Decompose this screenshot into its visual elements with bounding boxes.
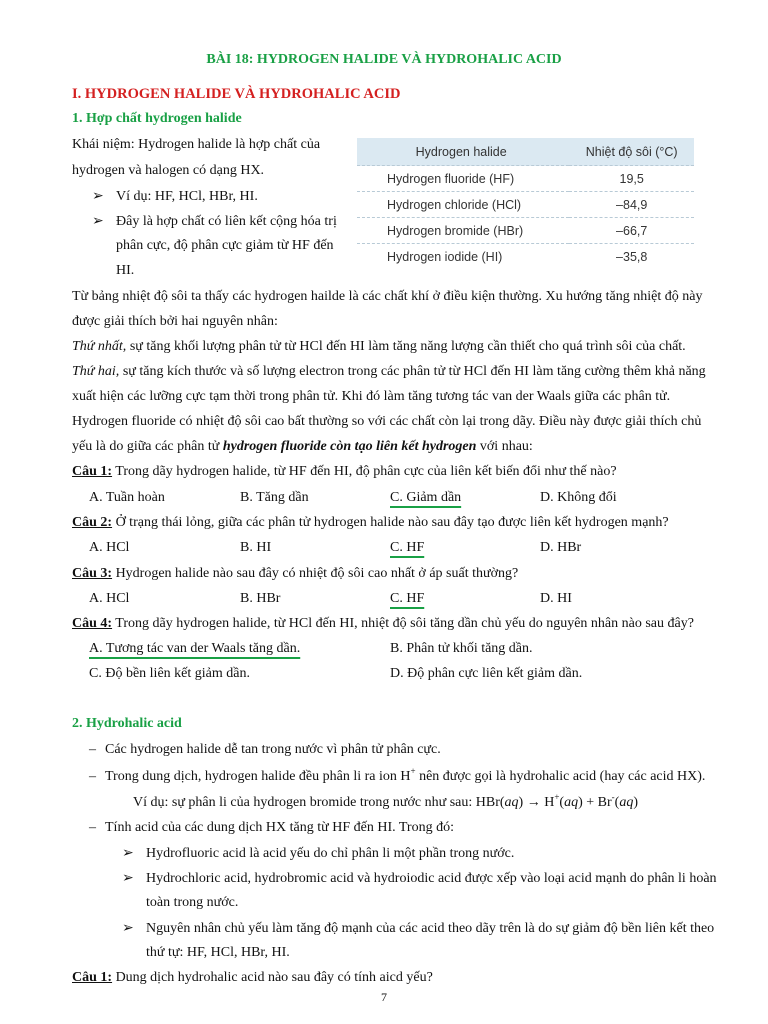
answer-option[interactable]: C. Độ bền liên kết giảm dần. (89, 666, 250, 681)
arrow-bullet-icon: ➢ (122, 871, 134, 886)
subsection-2-heading: 2. Hydrohalic acid (72, 716, 182, 731)
table-row (357, 192, 694, 218)
answer-option[interactable]: D. HBr (540, 540, 582, 555)
answer-option[interactable]: A. HCl (89, 591, 130, 606)
bullet-continuation: toàn trong nước. (146, 895, 239, 910)
answer-option[interactable]: B. Phân tử khối tăng dần. (390, 641, 533, 656)
table-header-row (357, 138, 694, 166)
page-number: 7 (381, 990, 387, 1004)
table-cell: –84,9 (569, 192, 694, 218)
answer-option-correct[interactable]: A. Tương tác van der Waals tăng dần. (89, 641, 301, 656)
paragraph-line: yếu là do giữa các phân tử hydrogen fluoride còn tạo liên kết hydrogen với nhau: (72, 439, 533, 454)
column-header: Hydrogen halide (357, 138, 569, 166)
dash-item: – Tính acid của các dung dịch HX tăng từ HF đến HI. Trong đó: (89, 820, 454, 835)
dash-item: – Trong dung dịch, hydrogen halide đều phân li ra ion H+ nên được gọi là hydrohalic acid (hay các acid HX). (89, 766, 706, 784)
table-cell: 19,5 (569, 166, 694, 192)
table-row (357, 218, 694, 244)
paragraph-line: Thứ hai, sự tăng kích thước và số lượng electron trong các phân tử từ HCl đến HI làm tăng cường thêm khả năng (72, 364, 706, 379)
answer-option-correct[interactable]: C. Giảm dần (390, 490, 462, 505)
table-row (357, 166, 694, 192)
answer-option[interactable]: B. Tăng dần (240, 490, 309, 505)
question-3: Câu 3: Hydrogen halide nào sau đây có nhiệt độ sôi cao nhất ở áp suất thường? (72, 566, 519, 581)
question-1: Câu 1: Trong dãy hydrogen halide, từ HF đến HI, độ phân cực của liên kết biến đổi như thế nào? (72, 464, 617, 479)
bullet-item: ➢ Hydrochloric acid, hydrobromic acid và hydroiodic acid được xếp vào loại acid mạnh do phân li hoàn (122, 871, 717, 886)
answer-option[interactable]: D. Độ phân cực liên kết giảm dần. (390, 666, 583, 681)
answer-option[interactable]: A. Tuần hoàn (89, 490, 165, 505)
bullet-continuation: thứ tự: HF, HCl, HBr, HI. (146, 945, 290, 960)
paragraph-line: xuất hiện các lưỡng cực tạm thời trong phân tử. Khi đó làm tăng tương tác van der Waals giữa các phân tử. (72, 389, 671, 404)
answer-option[interactable]: D. Không đổi (540, 490, 617, 505)
answer-option[interactable]: D. HI (540, 591, 572, 606)
example-line: Ví dụ: sự phân li của hydrogen bromide trong nước như sau: HBr(aq) → H+(aq) + Br-(aq) (133, 792, 638, 810)
column-header: Nhiệt độ sôi (°C) (569, 138, 694, 166)
question-2: Câu 2: Ở trạng thái lỏng, giữa các phân tử hydrogen halide nào sau đây tạo được liên kết hydrogen mạnh? (72, 515, 669, 530)
bullet-continuation: HI. (116, 263, 135, 278)
paragraph-line: Hydrogen fluoride có nhiệt độ sôi cao bất thường so với các chất còn lại trong dãy. Điều này được giải thích chủ (72, 414, 702, 429)
boiling-point-table (357, 138, 694, 269)
dash-item: – Các hydrogen halide dễ tan trong nước vì phân tử phân cực. (89, 742, 441, 757)
answer-option-correct[interactable]: C. HF (390, 591, 425, 606)
answer-option[interactable]: A. HCl (89, 540, 130, 555)
concept-line-1: Khái niệm: Hydrogen halide là hợp chất của (72, 137, 321, 152)
dash-bullet: – (89, 820, 96, 835)
bullet-item: ➢ Nguyên nhân chủ yếu làm tăng độ mạnh của các acid theo dãy trên là do sự giảm độ bền liên kết theo (122, 921, 715, 936)
arrow-bullet-icon: ➢ (122, 921, 134, 936)
answer-option[interactable]: B. HBr (240, 591, 281, 606)
subsection-1-heading: 1. Hợp chất hydrogen halide (72, 111, 242, 126)
table-cell: Hydrogen fluoride (HF) (357, 166, 569, 192)
table-cell: Hydrogen iodide (HI) (357, 244, 569, 270)
table-cell: –66,7 (569, 218, 694, 244)
arrow-bullet-icon: ➢ (122, 846, 134, 861)
table-cell: –35,8 (569, 244, 694, 270)
arrow-bullet-icon: ➢ (92, 214, 104, 229)
bullet-item: ➢ Đây là hợp chất có liên kết cộng hóa trị (92, 214, 337, 229)
bullet-item: ➢ Ví dụ: HF, HCl, HBr, HI. (92, 189, 258, 204)
concept-line-2: hydrogen và halogen có dạng HX. (72, 163, 265, 178)
section-1-heading: I. HYDROGEN HALIDE VÀ HYDROHALIC ACID (72, 86, 401, 102)
answer-option-correct[interactable]: C. HF (390, 540, 425, 555)
bullet-continuation: phân cực, độ phân cực giảm từ HF đến (116, 238, 334, 253)
paragraph-line: được giải thích bởi hai nguyên nhân: (72, 314, 278, 329)
question-last: Câu 1: Dung dịch hydrohalic acid nào sau đây có tính aicd yếu? (72, 970, 433, 985)
answer-option[interactable]: B. HI (240, 540, 272, 555)
question-4: Câu 4: Trong dãy hydrogen halide, từ HCl đến HI, nhiệt độ sôi tăng dần chủ yếu do nguyên nhân nào sau đây? (72, 616, 694, 631)
table-cell: Hydrogen chloride (HCl) (357, 192, 569, 218)
paragraph-line: Từ bảng nhiệt độ sôi ta thấy các hydrogen hailde là các chất khí ở điều kiện thường. Xu hướng tăng nhiệt độ này (72, 289, 703, 304)
arrow-bullet-icon: ➢ (92, 189, 104, 204)
lesson-title: BÀI 18: HYDROGEN HALIDE VÀ HYDROHALIC ACID (206, 52, 562, 67)
dash-bullet: – (89, 742, 96, 757)
table-cell: Hydrogen bromide (HBr) (357, 218, 569, 244)
bullet-item: ➢ Hydrofluoric acid là acid yếu do chỉ phân li một phần trong nước. (122, 846, 515, 861)
dash-bullet: – (89, 769, 96, 784)
table-row (357, 244, 694, 270)
paragraph-line: Thứ nhất, sự tăng khối lượng phân tử từ HCl đến HI làm tăng năng lượng cần thiết cho quá trình sôi của chất. (72, 339, 686, 354)
